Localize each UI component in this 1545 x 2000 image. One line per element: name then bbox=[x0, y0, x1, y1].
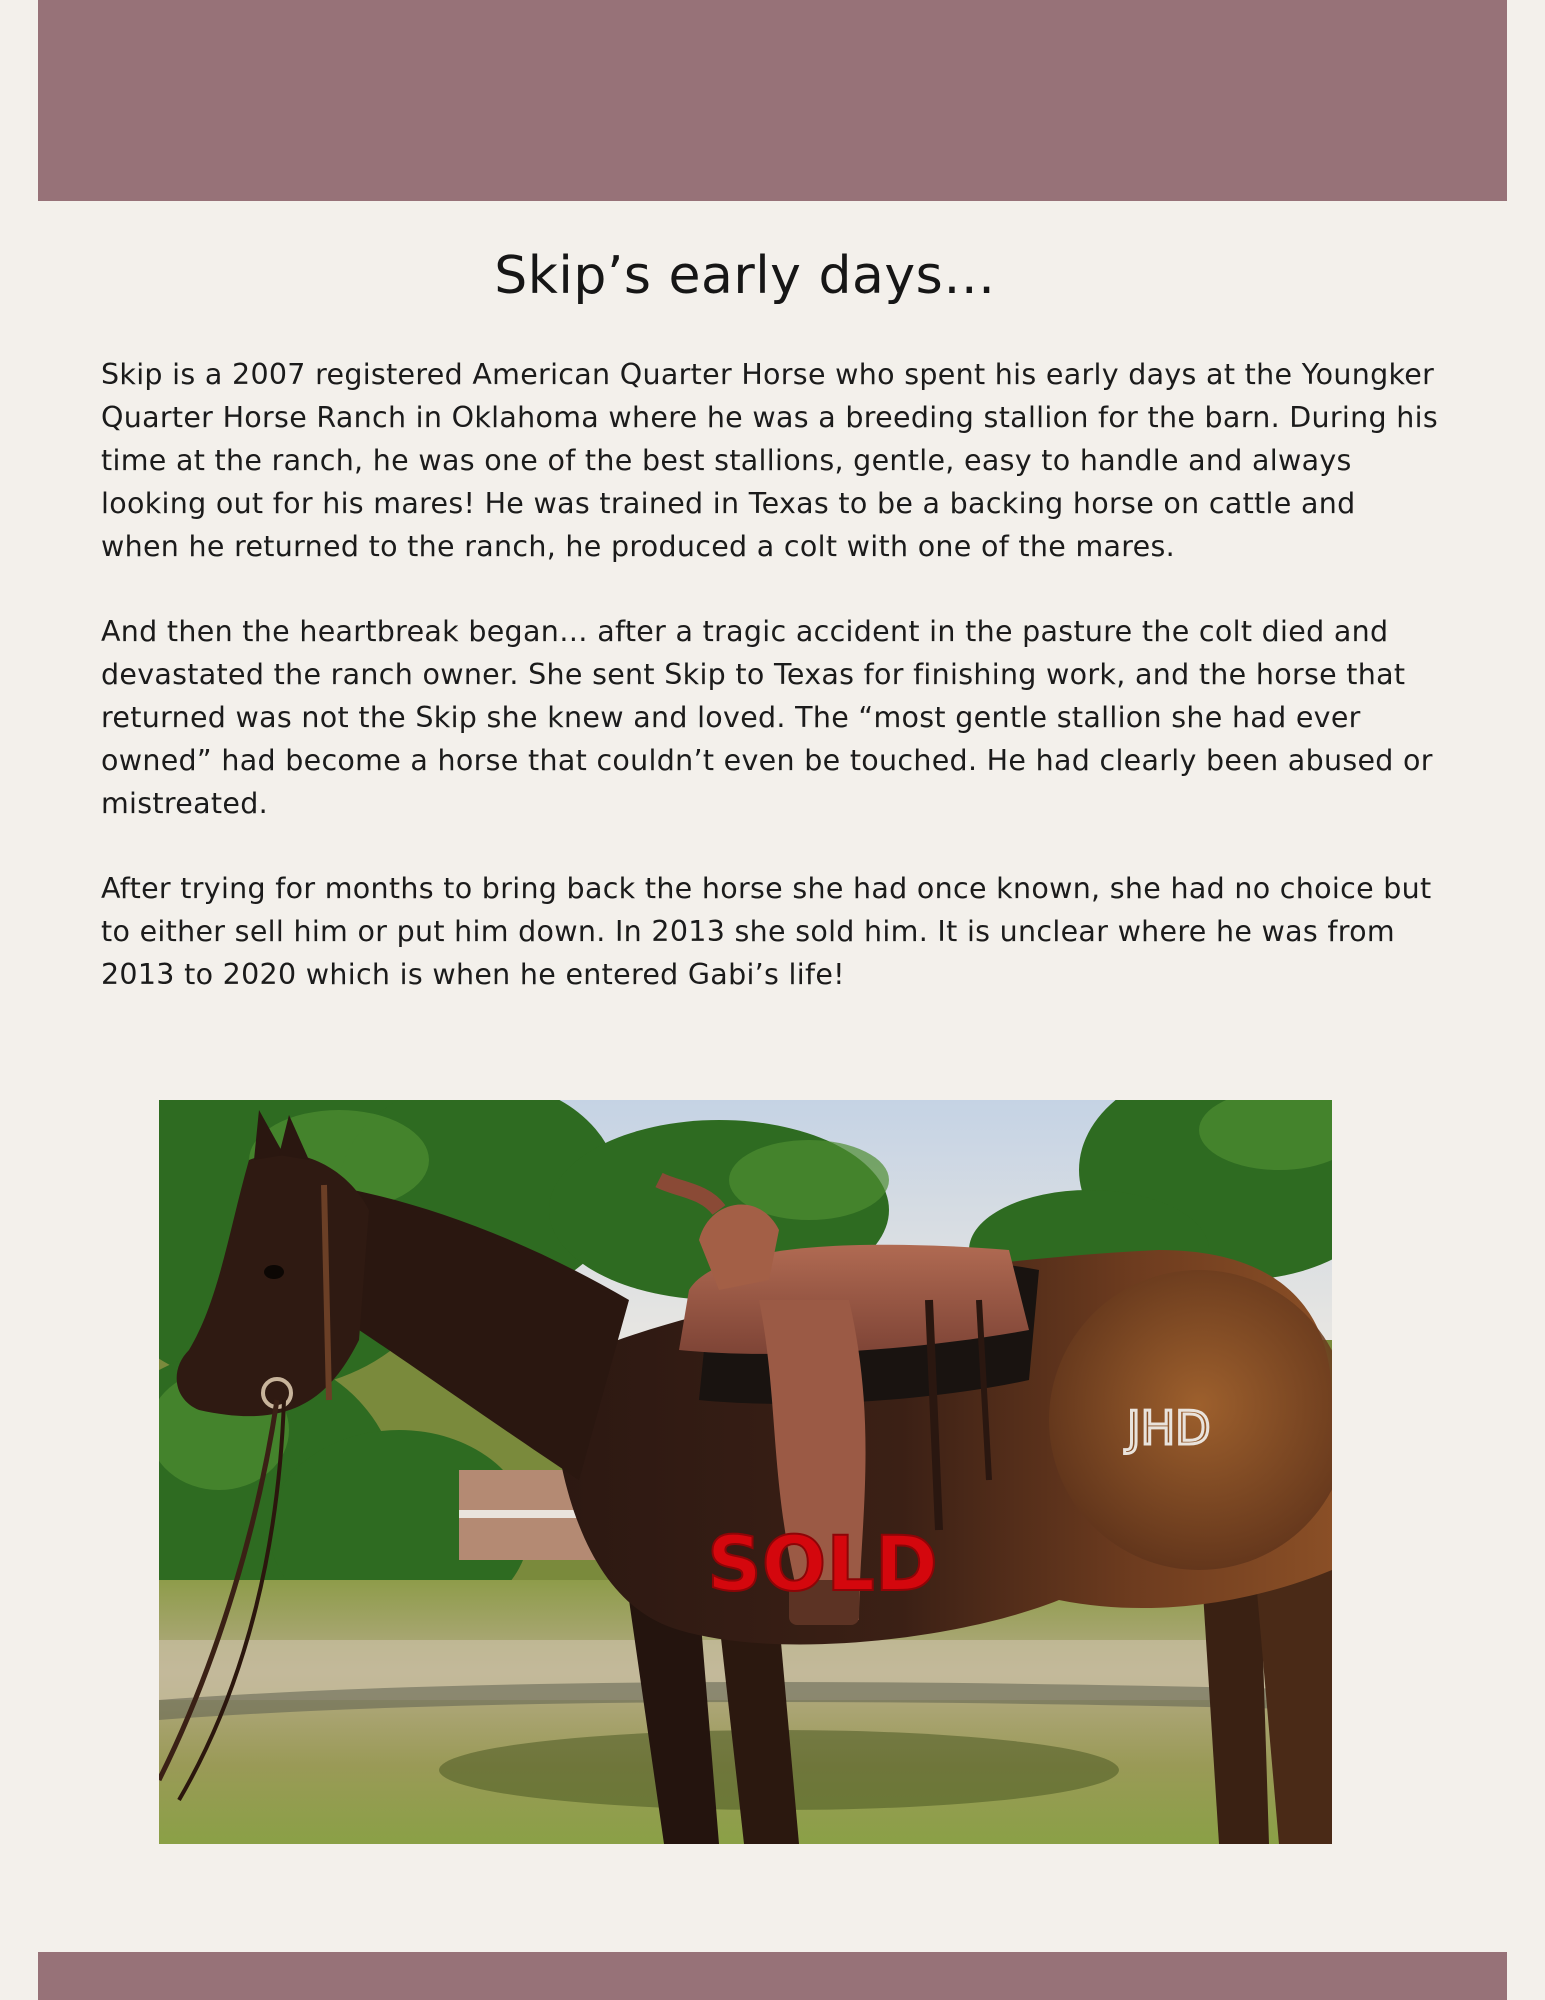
brand-mark: JHD bbox=[1127, 1401, 1211, 1455]
paragraph-sold: After trying for months to bring back the horse she had once known, she had no choice but to either sell him or put him down. In 2013 she sold him. It is unclear where he was from 2013 to 2020 which is when he entered Gabi’s life! bbox=[101, 872, 1432, 991]
page-title: Skip’s early days… bbox=[494, 246, 996, 306]
paragraph-early-days: Skip is a 2007 registered American Quarter Horse who spent his early days at the Youngker Quarter Horse Ranch in Oklahoma where he was a breeding stallion for the barn. During his time at the ranch, he was one of the best stallions, gentle, easy to handle and always looking out for his mares! He was trained in Texas to be a backing horse on cattle and when he returned to the ranch, he produced a colt with one of the mares. bbox=[101, 358, 1438, 563]
footer-band bbox=[38, 1952, 1507, 2000]
horse-photo-illustration bbox=[159, 1100, 1332, 1844]
header-band bbox=[38, 0, 1507, 201]
paragraph-heartbreak: And then the heartbreak began… after a tragic accident in the pasture the colt died and devastated the ranch owner. She sent Skip to Texas for finishing work, and the horse that returned was not the Skip she knew and loved. The “most gentle stallion she had ever owned” had become a horse that couldn’t even be touched. He had clearly been abused or mistreated. bbox=[101, 615, 1433, 820]
sold-overlay: SOLD bbox=[707, 1519, 938, 1608]
horse-photo bbox=[159, 1100, 1332, 1844]
